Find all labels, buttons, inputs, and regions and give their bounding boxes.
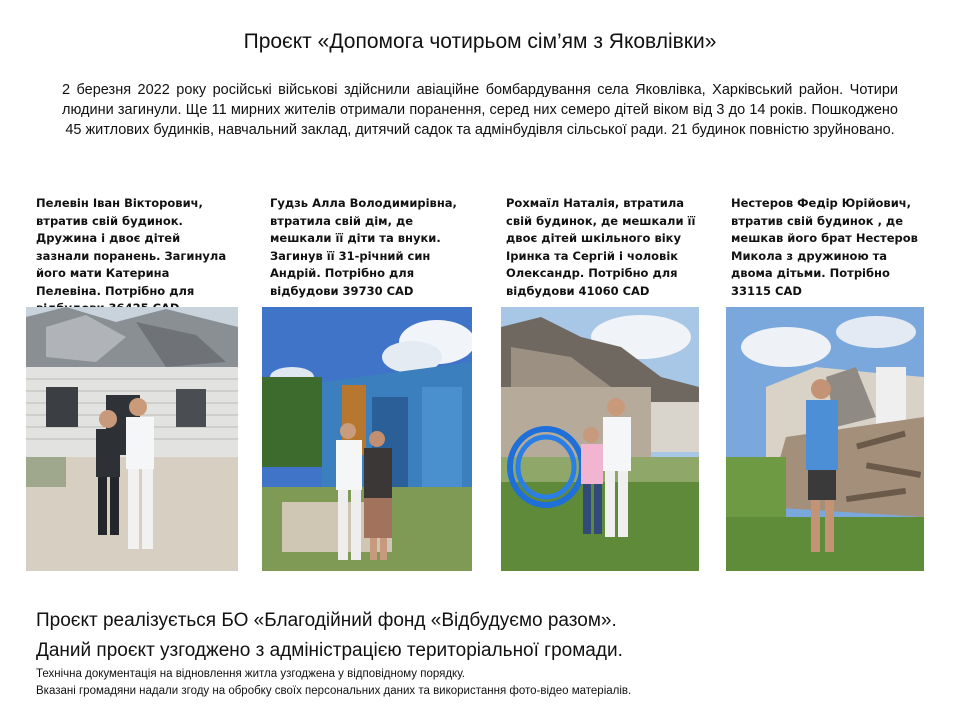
footer-line-2: Даний проєкт узгоджено з адміністрацією територіальної громади. [36, 640, 623, 661]
footer-line-1: Проєкт реалізується БО «Благодійний фонд «Відбудуємо разом». [36, 610, 617, 631]
intro-text: 2 березня 2022 року російські військові здійснили авіаційне бомбардування села Яковлівка, Харківський район. Чотири людини загинули. Ще 11 мирних жителів отримали поранення, серед них семеро дітей віком від 3 до 14 років. Пошкоджено 45 житлових будинків, навчальний заклад, дитячий садок та адмінбудівля сільської ради. 21 будинок повністю зруйновано. [62, 82, 898, 138]
family-1-caption: Пелевін Іван Вікторович, втратив свій будинок. Дружина і двоє дітей зазнали поранень. Загинула його мати Катерина Пелевіна. Потрібно для [36, 196, 227, 298]
family-2-photo [262, 307, 472, 571]
family-3-photo [501, 307, 699, 571]
footer-line-3: Технічна документація на відновлення житла узгоджена у відповідному порядку. [36, 668, 465, 680]
family-4-photo [726, 307, 924, 571]
family-3-caption: Рохмаїл Наталія, втратила свій будинок, де мешкали її двоє дітей шкільного віку Іринка та Сергій і чоловік Олександр. Потрібно для відбудови 41060 CAD [506, 196, 696, 298]
family-4-caption: Нестеров Федір Юрійович, втратив свій будинок , де мешкав його брат Нестеров Микола з дружиною та двома дітьми. Потрібно 33115 CAD [731, 196, 918, 298]
family-2-caption: Гудзь Алла Володимирівна, втратила свій дім, де мешкали її діти та внуки. Загинув її 31-річний син Андрій. Потрібно для відбудови 39730 CAD [270, 196, 457, 298]
family-1-photo [26, 307, 238, 571]
page-title: Проєкт «Допомога чотирьом сім’ям з Яковлівки» [243, 30, 717, 53]
footer-line-4: Вказані громадяни надали згоду на обробку своїх персональних даних та використання фото-відео матеріалів. [36, 685, 632, 697]
